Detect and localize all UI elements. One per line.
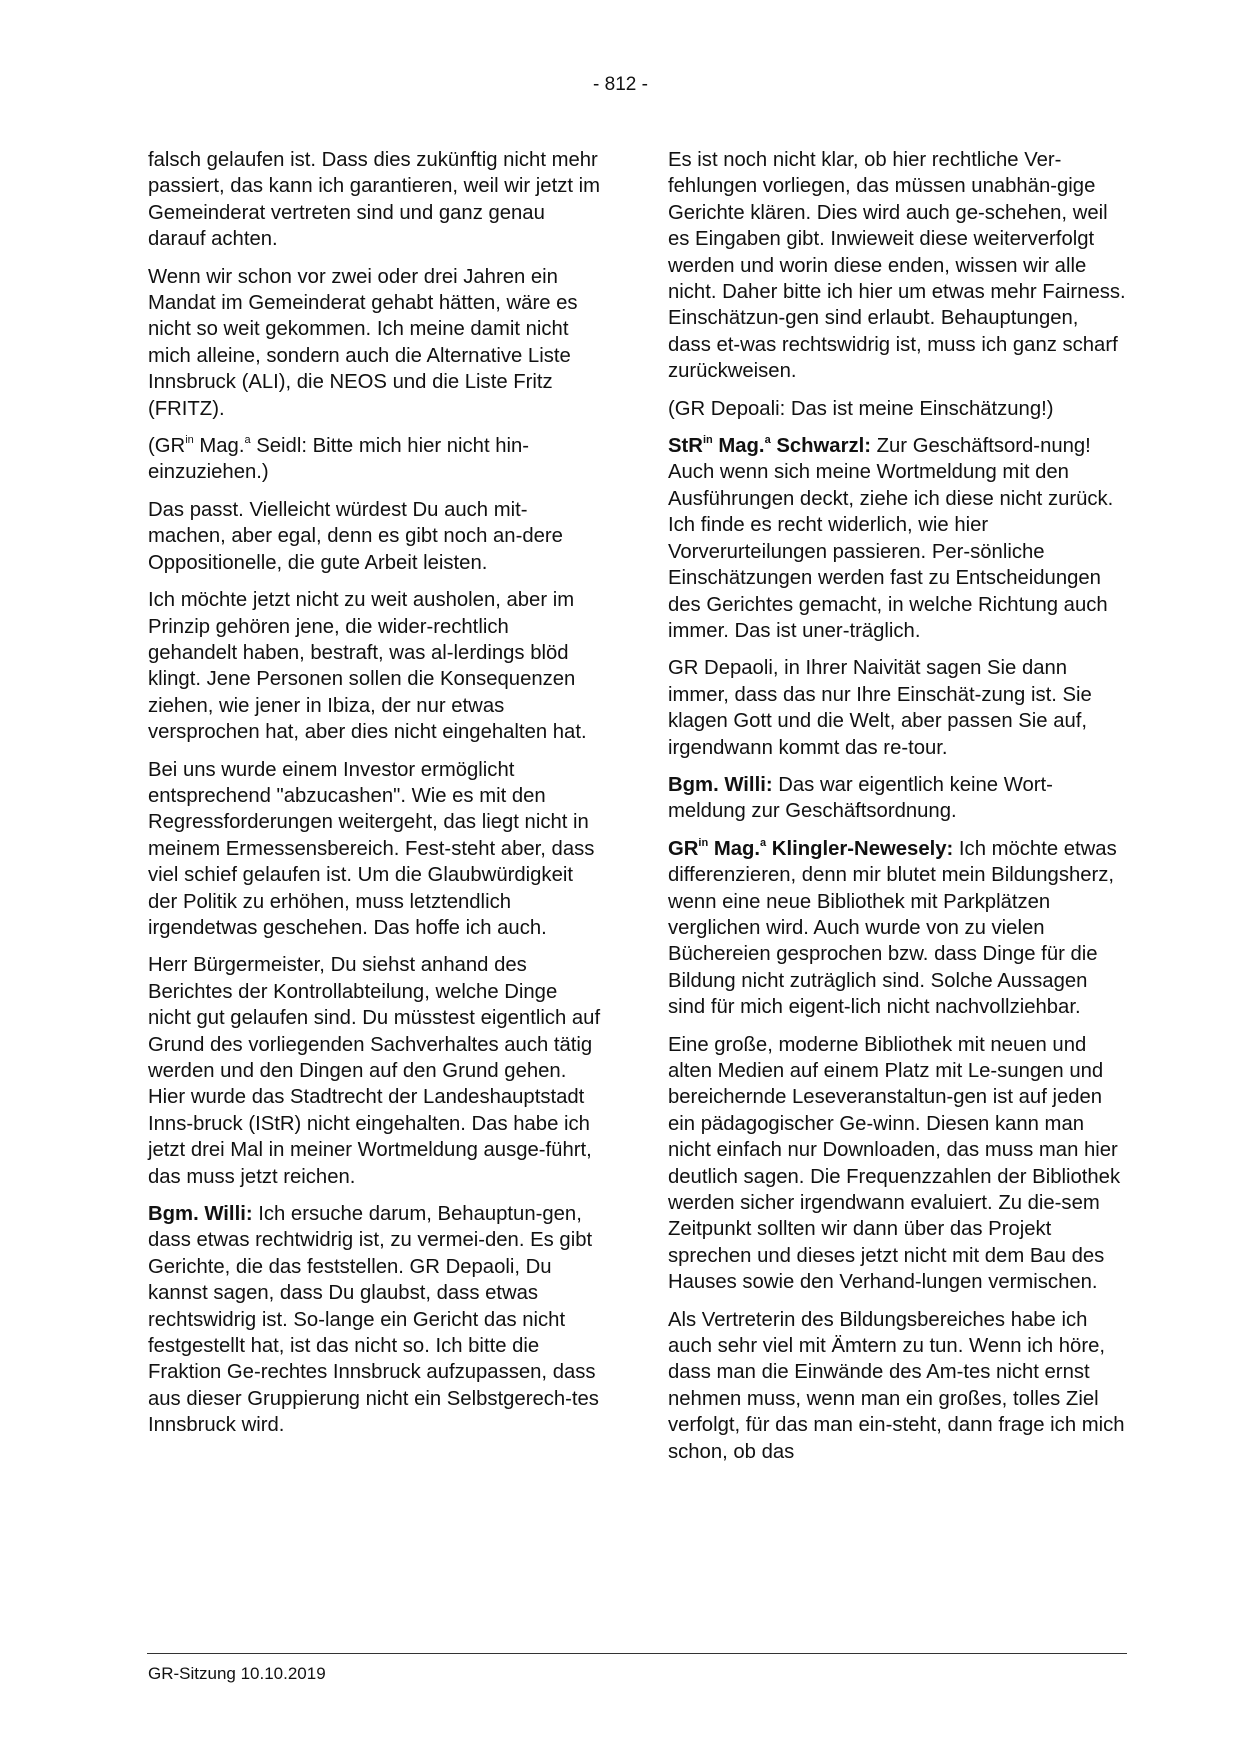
paragraph: Ich möchte jetzt nicht zu weit ausholen, aber im Prinzip gehören jene, die wider-rechtlich gehandelt haben, bestraft, was al-lerdings blöd klingt. Jene Personen sollen die Konsequenzen ziehen, wie jener in Ibiza, der nur etwas versprochen hat, aber dies nicht eingehalten hat.	[148, 589, 587, 744]
right-column	[668, 147, 1126, 1465]
paragraph: GR Depaoli, in Ihrer Naivität sagen Sie dann immer, dass das nur Ihre Einschät-zung ist. Sie klagen Gott und die Welt, aber passen Sie auf, irgendwann kommt das re-tour.	[668, 657, 1092, 759]
speaker-name: Bgm. Willi:	[148, 1203, 253, 1226]
interjection: (GR Depoali: Das ist meine Einschätzung!)	[668, 397, 1054, 420]
page-number: - 812 -	[593, 74, 648, 95]
speaker-paragraph: $GR^{in}$ Mag.$^a$ Klingler-Newesely: Ich möchte etwas differenzieren, denn mir blutet mein Bildungsherz, wenn eine neue Bibliothek mit Parkplätzen verglichen wird. Auch wurde von zu vielen Büchereien gesprochen bzw. dass Dinge für die Bildung nicht zuträglich sind. Solche Aussagen sind für mich eigent-lich nicht nachvollziehbar.	[668, 836, 1117, 1019]
left-column	[148, 147, 603, 1439]
speaker-name: Bgm. Willi:	[668, 773, 773, 796]
paragraph: Als Vertreterin des Bildungsbereiches habe ich auch sehr viel mit Ämtern zu tun. Wenn ich höre, dass man die Einwände des Am-tes nicht ernst nehmen muss, wenn man ein großes, tolles Ziel verfolgt, für das man ein-steht, dann frage ich mich schon, ob das	[668, 1308, 1125, 1463]
speaker-name: StR$^{in}$ Mag.$^a$ Schwarzl:	[668, 434, 871, 458]
paragraph: Das passt. Vielleicht würdest Du auch mit-machen, aber egal, denn es gibt noch an-dere Oppositionelle, die gute Arbeit leisten.	[148, 498, 563, 574]
footer-session-date: GR-Sitzung 10.10.2019	[148, 1664, 326, 1683]
paragraph: Es ist noch nicht klar, ob hier rechtliche Ver-fehlungen vorliegen, das müssen unabhän-gige Gerichte klären. Dies wird auch ge-schehen, weil es Eingaben gibt. Inwieweit diese weiterverfolgt werden und worin diese enden, wissen wir alle nicht. Daher bitte ich hier um etwas mehr Fairness. Einschätzun-gen sind erlaubt. Behauptungen, dass et-was rechtswidrig ist, muss ich ganz scharf zurückweisen.	[668, 149, 1126, 383]
paragraph: Bei uns wurde einem Investor ermöglicht entsprechend "abzucashen". Wie es mit den Regressforderungen weitergeht, das liegt nicht in meinem Ermessensbereich. Fest-steht aber, dass viel schief gelaufen ist. Um die Glaubwürdigkeit der Politik zu erhöhen, muss letztendlich irgendetwas geschehen. Das hoffe ich auch.	[148, 758, 595, 939]
paragraph: falsch gelaufen ist. Dass dies zukünftig nicht mehr passiert, das kann ich garantieren, weil wir jetzt im Gemeinderat vertreten sind und ganz genau darauf achten.	[148, 149, 601, 251]
speaker-paragraph: Bgm. Willi: Ich ersuche darum, Behauptun-gen, dass etwas rechtwidrig ist, zu vermei-den. Es gibt Gerichte, die das feststellen. GR Depaoli, Du kannst sagen, dass Du glaubst, dass etwas rechtswidrig ist. So-lange ein Gericht das nicht festgestellt hat, ist das nicht so. Ich bitte die Fraktion Ge-rechtes Innsbruck aufzupassen, dass aus dieser Gruppierung nicht ein Selbstgerech-tes Innsbruck wird.	[148, 1203, 599, 1437]
paragraph: Wenn wir schon vor zwei oder drei Jahren ein Mandat im Gemeinderat gehabt hätten, wäre es nicht so weit gekommen. Ich meine damit nicht mich alleine, sondern auch die Alternative Liste Innsbruck (ALI), die NEOS und die Liste Fritz (FRITZ).	[148, 265, 578, 420]
speaker-name: $GR^{in}$ Mag.$^a$ Klingler-Newesely:	[668, 836, 954, 860]
footer-divider	[147, 1653, 1127, 1654]
speaker-paragraph: StR$^{in}$ Mag.$^a$ Schwarzl: Zur Geschäftsord-nung! Auch wenn sich meine Wortmeldung mit den Ausführungen deckt, ziehe ich diese nicht zurück. Ich finde es recht widerlich, wie hier Vorverurteilungen passieren. Per-sönliche Einschätzungen werden fast zu Entscheidungen des Gerichtes gemacht, in welche Richtung auch immer. Das ist uner-träglich.	[668, 434, 1114, 642]
paragraph: Herr Bürgermeister, Du siehst anhand des Berichtes der Kontrollabteilung, welche Dinge nicht gut gelaufen sind. Du müsstest eigentlich auf Grund des vorliegenden Sachverhaltes auch tätig werden und den Dingen auf den Grund gehen. Hier wurde das Stadtrecht der Landeshauptstadt Inns-bruck (IStR) nicht eingehalten. Das habe ich jetzt drei Mal in meiner Wortmeldung ausge-führt, das muss jetzt reichen.	[148, 954, 601, 1188]
interjection: ($GR^{in}$ Mag.$^a$ Seidl: Bitte mich hier nicht hin-einzuziehen.)	[148, 434, 530, 484]
paragraph: Eine große, moderne Bibliothek mit neuen und alten Medien auf einem Platz mit Le-sungen und bereichernde Leseveranstaltun-gen ist auf jeden ein pädagogischer Ge-winn. Diesen kann man nicht einfach nur Downloaden, das muss man hier deutlich sagen. Die Frequenzzahlen der Bibliothek werden sicher irgendwann evaluiert. Zu die-sem Zeitpunkt sollten wir dann über das Projekt sprechen und dieses jetzt nicht mit dem Bau des Hauses sowie den Verhand-lungen vermischen.	[668, 1033, 1121, 1294]
speaker-paragraph: Bgm. Willi: Das war eigentlich keine Wort-meldung zur Geschäftsordnung.	[668, 773, 1053, 823]
